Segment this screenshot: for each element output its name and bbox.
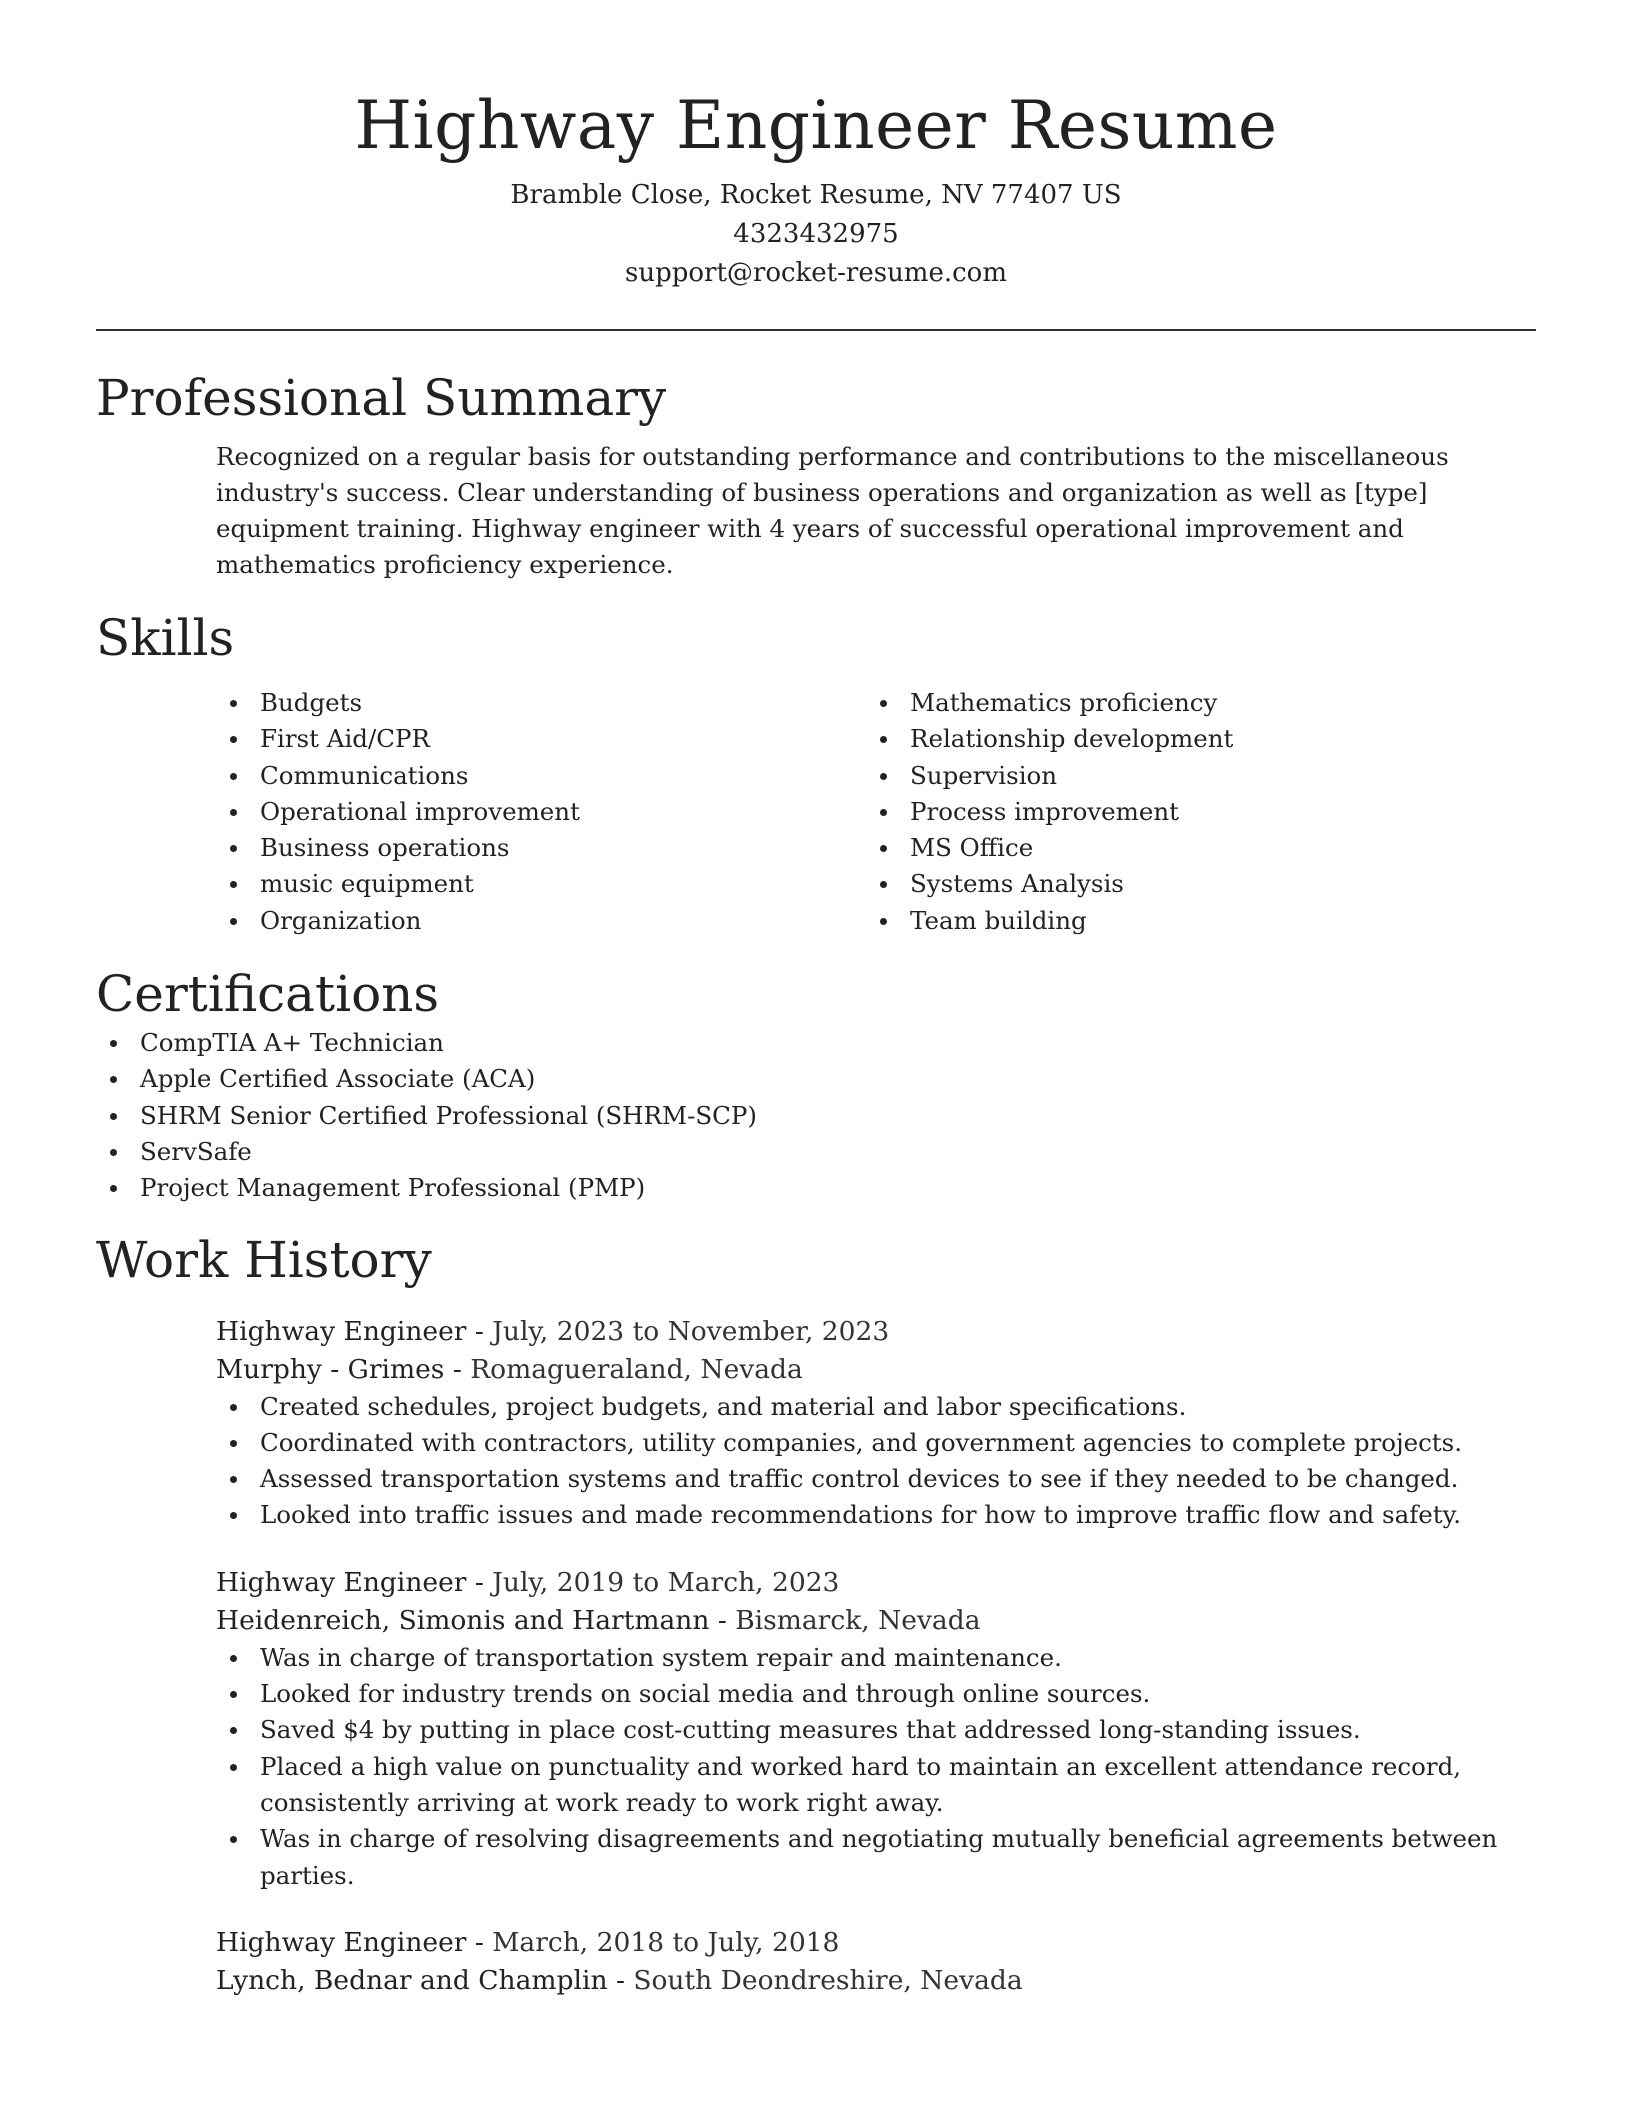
- skill-item: music equipment: [216, 866, 866, 902]
- certifications-section: [96, 963, 1536, 1206]
- summary-heading: Professional Summary: [96, 369, 667, 427]
- job-duty: Saved $4 by putting in place cost-cutting measures that addressed long-standing issues.: [216, 1712, 1536, 1748]
- job-duty: Looked for industry trends on social media and through online sources.: [216, 1676, 1536, 1712]
- job-title: Highway Engineer: [216, 1926, 467, 1958]
- job-dates: July, 2019 to March, 2023: [492, 1566, 840, 1598]
- certification-item: SHRM Senior Certified Professional (SHRM-SCP): [96, 1098, 1536, 1134]
- certification-item: Apple Certified Associate (ACA): [96, 1061, 1536, 1097]
- job-title: Highway Engineer: [216, 1315, 467, 1347]
- contact-block: [96, 176, 1536, 293]
- skill-item: Process improvement: [866, 794, 1516, 830]
- skills-heading: Skills: [96, 609, 235, 667]
- job-dates: March, 2018 to July, 2018: [492, 1926, 840, 1958]
- skill-item: Organization: [216, 903, 866, 939]
- contact-address: Bramble Close, Rocket Resume, NV 77407 US: [510, 180, 1122, 210]
- resume-page: [96, 0, 1536, 2000]
- summary-section: [96, 367, 1536, 583]
- job-duty: Assessed transportation systems and traffic control devices to see if they needed to be changed.: [216, 1461, 1536, 1497]
- skill-item: Business operations: [216, 830, 866, 866]
- certification-item: ServSafe: [96, 1134, 1536, 1170]
- contact-email: support@rocket-resume.com: [624, 258, 1007, 288]
- certifications-list: [96, 1025, 1536, 1206]
- skill-item: Supervision: [866, 758, 1516, 794]
- job-duty: Coordinated with contractors, utility companies, and government agencies to complete projects.: [216, 1425, 1536, 1461]
- skill-item: Operational improvement: [216, 794, 866, 830]
- job-location: South Deondreshire, Nevada: [633, 1964, 1023, 1996]
- job-duty: Created schedules, project budgets, and material and labor specifications.: [216, 1389, 1536, 1425]
- resume-title: Highway Engineer Resume: [354, 87, 1278, 164]
- job-duty: Placed a high value on punctuality and worked hard to maintain an excellent attendance record, consistently arriving at work ready to work right away.: [216, 1749, 1536, 1822]
- skills-list-left: [216, 685, 866, 939]
- job-location: Romagueraland, Nevada: [470, 1353, 803, 1385]
- job-entry: [216, 1313, 1536, 1534]
- job-location: Bismarck, Nevada: [735, 1604, 981, 1636]
- skill-item: Communications: [216, 758, 866, 794]
- job-duties-list: [216, 1640, 1536, 1894]
- job-dates: July, 2023 to November, 2023: [492, 1315, 890, 1347]
- skill-item: MS Office: [866, 830, 1516, 866]
- skill-item: Relationship development: [866, 721, 1516, 757]
- skills-grid: [216, 685, 1536, 939]
- certifications-heading: Certifications: [96, 965, 440, 1024]
- skills-section: [96, 607, 1536, 939]
- certification-item: Project Management Professional (PMP): [96, 1170, 1536, 1206]
- skill-item: First Aid/CPR: [216, 721, 866, 757]
- job-entry: [216, 1564, 1536, 1894]
- job-company-line: Murphy - Grimes - Romagueraland, Nevada: [216, 1353, 803, 1385]
- skills-column-right: [866, 685, 1516, 939]
- job-title: Highway Engineer: [216, 1566, 467, 1598]
- skill-item: Team building: [866, 903, 1516, 939]
- summary-text: Recognized on a regular basis for outstanding performance and contributions to the miscellaneous industry's success. Clear understanding of business operations and organization as well as [type] equipment training. Highway engineer with 4 years of successful operational improvement and mathematics proficiency experience.: [216, 442, 1449, 579]
- work-history-section: [96, 1229, 1536, 2000]
- job-entry: [216, 1924, 1536, 2000]
- job-title-line: Highway Engineer - July, 2019 to March, 2023: [216, 1566, 840, 1598]
- skill-item: Budgets: [216, 685, 866, 721]
- job-company: Heidenreich, Simonis and Hartmann: [216, 1604, 710, 1636]
- skill-item: Mathematics proficiency: [866, 685, 1516, 721]
- job-duty: Was in charge of transportation system repair and maintenance.: [216, 1640, 1536, 1676]
- job-company: Lynch, Bednar and Champlin: [216, 1964, 608, 1996]
- work-history-heading: Work History: [96, 1230, 432, 1289]
- skills-list-right: [866, 685, 1516, 939]
- job-title-line: Highway Engineer - March, 2018 to July, 2018: [216, 1926, 840, 1958]
- job-duty: Looked into traffic issues and made recommendations for how to improve traffic flow and safety.: [216, 1497, 1536, 1533]
- contact-phone: 4323432975: [733, 219, 899, 249]
- job-company-line: Lynch, Bednar and Champlin - South Deondreshire, Nevada: [216, 1964, 1023, 1996]
- header-divider: [96, 329, 1536, 331]
- job-duty: Was in charge of resolving disagreements and negotiating mutually beneficial agreements between parties.: [216, 1821, 1536, 1894]
- certification-item: CompTIA A+ Technician: [96, 1025, 1536, 1061]
- resume-header: [96, 0, 1536, 293]
- skill-item: Systems Analysis: [866, 866, 1516, 902]
- job-company-line: Heidenreich, Simonis and Hartmann - Bismarck, Nevada: [216, 1604, 981, 1636]
- job-title-line: Highway Engineer - July, 2023 to November, 2023: [216, 1315, 890, 1347]
- skills-column-left: [216, 685, 866, 939]
- job-duties-list: [216, 1389, 1536, 1534]
- job-company: Murphy - Grimes: [216, 1353, 445, 1385]
